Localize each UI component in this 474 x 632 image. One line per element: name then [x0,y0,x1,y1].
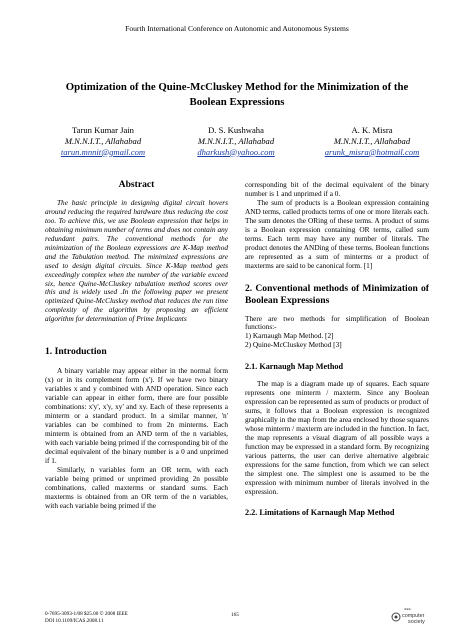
logo-society-text: society [408,619,425,625]
footer-isbn: 0-7695-3093-1/08 $25.00 © 2008 IEEE [45,611,128,617]
author-affiliation: M.N.N.I.T., Allahabad [64,135,142,146]
title-line-2: Boolean Expressions [189,95,285,108]
author-name: Tarun Kumar Jain [72,125,134,135]
right-column [245,181,429,518]
author-block-3 [297,125,447,157]
introduction-heading: 1. Introduction [45,346,107,358]
page-number: 165 [231,612,239,618]
right-paragraph-2: The sum of products is a Boolean expression containing AND terms, called products terms of one or more literals each. The sum denotes the ORing of these terms. A product of sums is a Boolean expression containing OR terms, called sum terms. Each term may have any number of literals. The product denotes the ANDing of these terms. Boolean functions are represented as a sum of minterms or a product of maxterms are said to be canonical form. [1] [245,197,429,270]
logo-computer-text: computer [402,613,425,619]
section-2-item-2: 2) Quine-McCluskey Method [3] [245,340,342,350]
author-affiliation: M.N.N.I.T., Allahabad [197,135,275,146]
author-email-link[interactable]: tarun.mnnit@gmail.com [60,146,146,157]
paper-title [40,80,434,109]
footer-doi: DOI 10.1109/ICAS.2008.11 [45,618,104,624]
computer-society-logo [390,606,434,626]
conference-header: Fourth International Conference on Autonomic and Autonomous Systems [125,24,349,33]
author-name: D. S. Kushwaha [208,125,264,135]
left-column [45,181,228,511]
abstract-heading: Abstract [118,179,155,190]
author-block-1 [33,125,173,157]
section-2-heading: 2. Conventional methods of Minimization of Boolean Expressions [245,282,429,306]
section-2-1-heading: 2.1. Karnaugh Map Method [245,362,344,372]
abstract-text: The basic principle in designing digital circuit hovers around reducing the required hardware thus reducing the cost too. To achieve this, we use Boolean expression that helps in obtaining minimum number of terms and does not contain any redundant pairs. The conventional methods for the minimization of the Boolean expressions are K-Map method and the Tabulation method. The minimized expressions are used to design digital circuits. Since K-Map method gets exceedingly complex when the number of the variable exceed six, hence Quine-McCluskey tabulation method scores over this and is widely used .In the following paper we present optimized Quine-McCluskey method that reduces the run time complexity of the algorithm by proposing an efficient algorithm for determination of Prime Implicants [45,197,228,324]
section-2-intro: There are two methods for simplification of Boolean functions:- [245,313,429,332]
section-2-1-text: The map is a diagram made up of squares. Each square represents one minterm / maxterm. Since any Boolean expression can be represented as sum of products or product of sums, it follows that a Boolean expression is recognized graphically in the map from the area enclosed by those squares whose minterm / maxterm are included in the function. In fact, the map represents a visual diagram of all possible ways a function may be expressed in a standard form. By recognizing various patterns, the user can derive alternative algebraic expressions for the same function, from which we can select the simplest one. The simplest one is assumed to be the expression with minimum number of literals involved in the expression. [245,379,429,496]
author-name: A. K. Misra [351,125,393,135]
author-email-link[interactable]: arunk_misra@hotmail.com [324,146,420,157]
section-2-item-1: 1) Karnaugh Map Method. [2] [245,331,334,341]
intro-paragraph-1: A binary variable may appear either in the normal form (x) or in its complement form (x'). If we have two binary variables x and y combined with AND operation. Since each variable can appear in either form, there are four possible combinations: x'y', x'y, xy' and xy. Each of these represents a minterm or a standard product. In a similar manner, 'n' variables can be combined to from 2n minterms. Each minterm is obtained from an AND term of the n variables, with each variable being primed if the corresponding bit of the decimal equivalent of the binary number is a 0 and unprimed if 1. [45,366,228,465]
section-2-2-heading: 2.2. Limitations of Karnaugh Map Method [245,507,395,517]
author-block-2 [166,125,306,157]
computer-society-logo-icon [390,606,434,626]
logo-ieee-text: IEEE [404,607,411,611]
intro-paragraph-2: Similarly, n variables form an OR term, with each variable being primed or unprimed providing 2n possible combinations, called maxterms or standard sums. Each maxterms is obtained from an OR term of the n variables, with each variable being primed if the [45,464,228,510]
author-email-link[interactable]: dharkush@yahoo.com [197,146,275,157]
right-paragraph-1: corresponding bit of the decimal equivalent of the binary number is 1 and unprimed if a 0. [245,180,429,198]
author-affiliation: M.N.N.I.T., Allahabad [333,135,411,146]
footer-copyright [45,611,128,625]
title-line-1: Optimization of the Quine-McCluskey Method for the Minimization of the [65,81,409,93]
